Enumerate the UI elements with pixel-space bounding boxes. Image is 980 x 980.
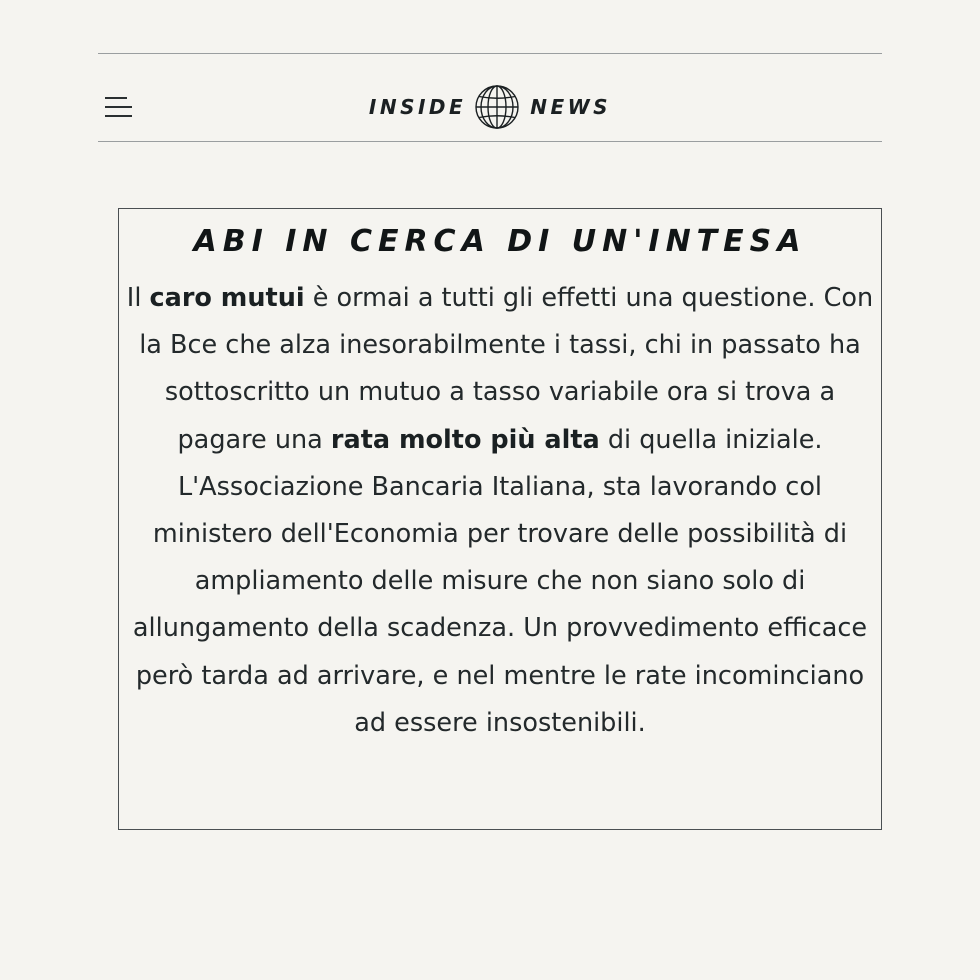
header-bottom-rule	[98, 141, 882, 142]
brand-logo[interactable]	[0, 84, 980, 130]
article-title: ABI IN CERCA DI UN'INTESA	[193, 224, 807, 259]
globe-icon	[474, 84, 520, 130]
paragraph-1-bold-a: caro mutui	[149, 283, 305, 313]
paragraph-1-text-b: è ormai a tutti gli effetti una questione. Con la Bce che alza inesorabilmente i tassi, chi in passato ha sottoscritto un mutuo a tasso variabile ora si trova a pagare una	[139, 283, 874, 455]
header-top-rule	[98, 53, 882, 54]
article-paragraph-2: L'Associazione Bancaria Italiana, sta lavorando col ministero dell'Economia per trovare delle possibilità di ampliamento delle misure che non siano solo di allungamento della scadenza. Un provvedimento efficace però tarda ad arrivare, e nel mentre le rate incominciano ad essere insostenibili.	[132, 471, 868, 738]
brand-left-word: INSIDE	[368, 95, 467, 119]
paragraph-1-bold-b: rata molto più alta	[330, 424, 600, 455]
article-paragraph-1	[118, 275, 882, 464]
paragraph-1-text-c: di quella iniziale.	[599, 424, 823, 455]
brand-right-word: NEWS	[530, 95, 612, 119]
paragraph-1-text-a: Il	[126, 283, 150, 313]
article-body	[118, 275, 882, 747]
